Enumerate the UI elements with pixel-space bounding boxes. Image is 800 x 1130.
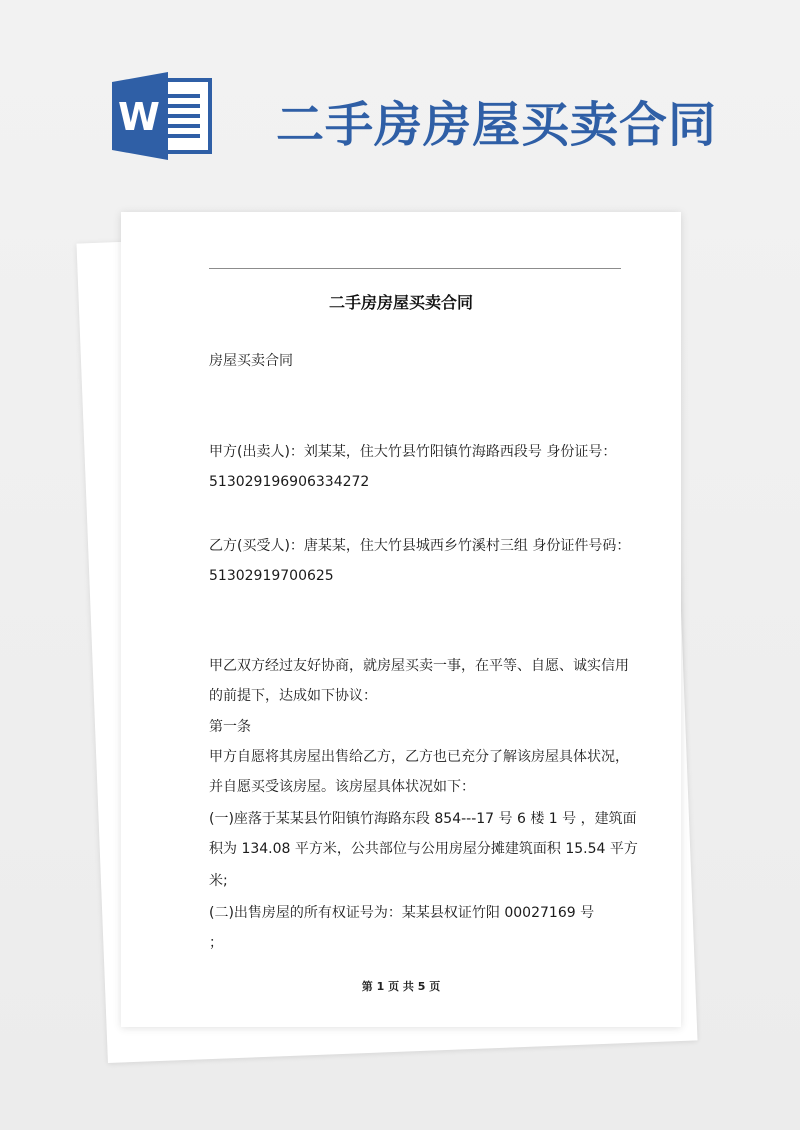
article-text-line: (二)出售房屋的所有权证号为：某某县权证竹阳 00027169 号 — [209, 905, 595, 921]
article-text-line: (一)座落于某某县竹阳镇竹海路东段 854---17 号 6 楼 1 号 ，建筑面 — [209, 811, 637, 827]
party-b-line: 乙方(买受人)：唐某某，住大竹县城西乡竹溪村三组 身份证件号码： — [209, 538, 631, 554]
article-text-line: 米; — [209, 873, 228, 889]
agreement-intro-line: 甲乙双方经过友好协商，就房屋买卖一事，在平等、自愿、诚实信用 — [209, 658, 629, 674]
agreement-intro-line: 的前提下，达成如下协议： — [209, 688, 377, 704]
document-page — [121, 212, 681, 1027]
document-title: 二手房房屋买卖合同 — [328, 293, 473, 312]
svg-text:W: W — [118, 95, 160, 139]
article-text-line: ； — [209, 935, 223, 951]
article-text-line: 并自愿买受该房屋。该房屋具体状况如下： — [209, 779, 475, 795]
article-text-line: 积为 134.08 平方米，公共部位与公用房屋分摊建筑面积 15.54 平方 — [209, 841, 638, 857]
party-a-id: 513029196906334272 — [209, 474, 370, 490]
party-a-line: 甲方(出卖人)：刘某某，住大竹县竹阳镇竹海路西段号 身份证号： — [209, 444, 617, 460]
article-heading: 第一条 — [209, 719, 251, 735]
article-text-line: 甲方自愿将其房屋出售给乙方，乙方也已充分了解该房屋具体状况， — [209, 749, 629, 765]
party-b-id: 51302919700625 — [209, 568, 334, 584]
page-number: 第 1 页 共 5 页 — [361, 980, 441, 993]
banner-title: 二手房房屋买卖合同 — [276, 97, 718, 153]
paragraph-heading: 房屋买卖合同 — [209, 353, 293, 369]
word-document-icon — [112, 72, 212, 160]
header-rule — [209, 268, 621, 269]
